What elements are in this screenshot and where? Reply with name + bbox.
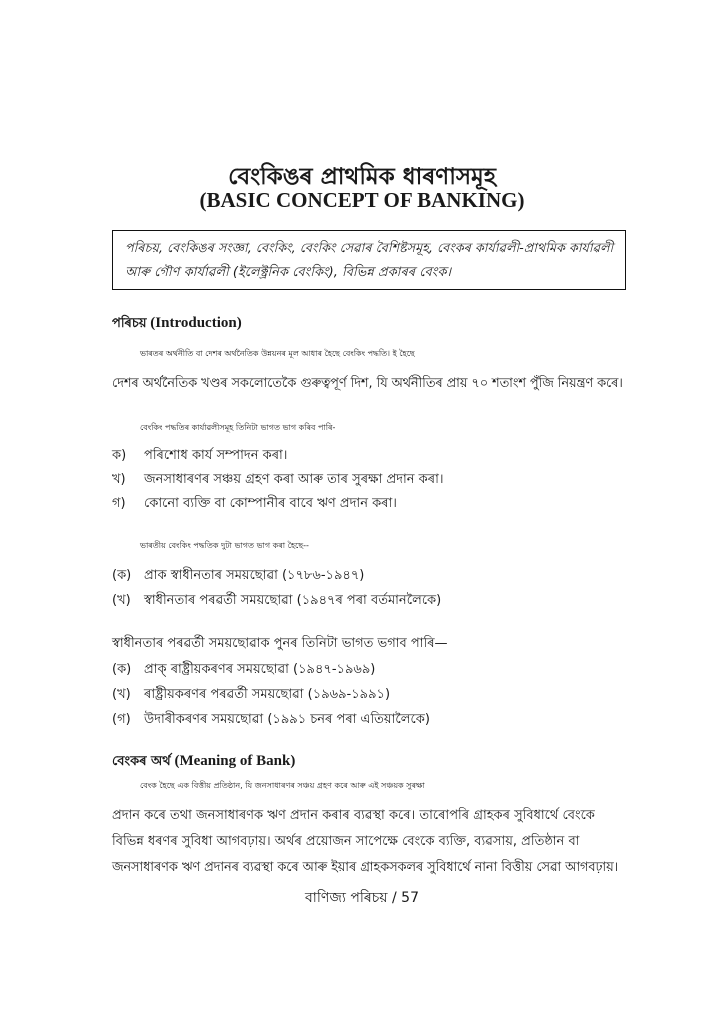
page-footer <box>0 886 724 910</box>
section-heading-introduction <box>112 314 242 335</box>
heading-english: (Introduction) <box>150 315 242 331</box>
list-text: উদাৰীকৰণৰ সময়ছোৱা (১৯৯১ চনৰ পৰা এতিয়ালৈকে) <box>144 712 430 727</box>
footer-book-title: বাণিজ্য পৰিচয় <box>305 890 388 906</box>
heading-bengali: বেংকৰ অৰ্থ <box>112 754 171 769</box>
heading-english: (Meaning of Bank) <box>174 753 296 769</box>
list-marker: (গ) <box>112 712 131 727</box>
list-text: স্বাধীনতাৰ পৰৱৰ্তী সময়ছোৱা (১৯৪৭ৰ পৰা বৰ্তমানলৈকে) <box>144 593 442 608</box>
list-marker: খ) <box>112 472 126 487</box>
chapter-title-bengali: বেংকিঙৰ প্ৰাথমিক ধাৰণাসমূহ <box>228 164 496 190</box>
paragraph-line: দেশৰ অৰ্থনৈতিক খণ্ডৰ সকলোতেকৈ গুৰুত্বপূৰ্ণ দিশ, যি অৰ্থনীতিৰ প্ৰায় ৭০ শতাংশ পুঁজি নিয়ন্ত্ৰণ কৰে। <box>112 376 623 391</box>
list-marker: (ক) <box>112 662 132 677</box>
page-number: / 57 <box>392 890 419 906</box>
list-marker: (ক) <box>112 568 132 583</box>
list-text: প্ৰাক্ ৰাষ্ট্ৰীয়কৰণৰ সময়ছোৱা (১৯৪৭-১৯৬৯) <box>144 662 376 677</box>
summary-line: আৰু গৌণ কাৰ্যাৱলী (ইলেক্ট্ৰনিক বেংকিং), বিভিন্ন প্ৰকাৰৰ বেংক। <box>125 265 452 280</box>
summary-line: পৰিচয়, বেংকিঙৰ সংজ্ঞা, বেংকিং, বেংকিং সেৱাৰ বৈশিষ্টসমূহ, বেংকৰ কাৰ্যাৱলী-প্ৰাথমিক কাৰ্যাৱলী <box>125 241 614 256</box>
list-text: ৰাষ্ট্ৰীয়কৰণৰ পৰৱৰ্তী সময়ছোৱা (১৯৬৯-১৯৯১) <box>144 687 391 702</box>
list-lead: ভাৰতীয় বেংকিং পদ্ধতিক দুটা ভাগত ভাগ কৰা হৈছে-- <box>140 541 309 550</box>
section-heading-meaning-of-bank <box>112 752 295 773</box>
list-text: কোনো ব্যক্তি বা কোম্পানীৰ বাবে ঋণ প্ৰদান কৰা। <box>144 496 397 511</box>
list-text: প্ৰাক স্বাধীনতাৰ সময়ছোৱা (১৭৮৬-১৯৪৭) <box>144 568 365 583</box>
list-text: জনসাধাৰণৰ সঞ্চয় গ্ৰহণ কৰা আৰু তাৰ সুৰক্ষা প্ৰদান কৰা। <box>144 472 444 487</box>
list-marker: (খ) <box>112 593 131 608</box>
paragraph-line: ভাৰতৰ অৰ্থনীতি বা দেশৰ অৰ্থনৈতিক উন্নয়নৰ মূল আধাৰ হৈছে বেংকিং পদ্ধতি। ই হৈছে <box>140 349 415 358</box>
paragraph-line: জনসাধাৰণক ঋণ প্ৰদানৰ ব্যৱস্থা কৰে আৰু ইয়াৰ গ্ৰাহকসকলৰ সুবিধাৰ্থে নানা বিত্তীয় সেৱা আগবঢ়ায়। <box>112 860 619 875</box>
list-marker: গ) <box>112 496 126 511</box>
paragraph-line: প্ৰদান কৰে তথা জনসাধাৰণক ঋণ প্ৰদান কৰাৰ ব্যৱস্থা কৰে। তাৰোপৰি গ্ৰাহকৰ সুবিধাৰ্থে বেংকে <box>112 808 595 823</box>
paragraph-line: বেংক হৈছে এক বিত্তীয় প্ৰতিষ্ঠান, যি জনসাধাৰণৰ সঞ্চয় গ্ৰহণ কৰে আৰু এই সঞ্চয়ক সুৰক্ষা <box>140 781 425 790</box>
paragraph-line: বিভিন্ন ধৰণৰ সুবিধা আগবঢ়ায়। অৰ্থৰ প্ৰয়োজন সাপেক্ষে বেংকে ব্যক্তি, ব্যৱসায়, প্ৰতিষ্ঠান বা <box>112 834 580 849</box>
list-lead: বেংকিং পদ্ধতিৰ কাৰ্যাৱলীসমূহ তিনিটা ভাগত ভাগ কৰিব পাৰি- <box>140 423 336 432</box>
list-text: পৰিশোধ কাৰ্য সম্পাদন কৰা। <box>144 448 288 463</box>
chapter-title-english: (BASIC CONCEPT OF BANKING) <box>199 188 525 212</box>
chapter-summary-box <box>112 230 626 290</box>
list-marker: (খ) <box>112 687 131 702</box>
heading-bengali: পৰিচয় <box>112 316 147 331</box>
list-marker: ক) <box>112 448 127 463</box>
list-lead: স্বাধীনতাৰ পৰৱৰ্তী সময়ছোৱাক পুনৰ তিনিটা ভাগত ভগাব পাৰি— <box>112 636 448 651</box>
